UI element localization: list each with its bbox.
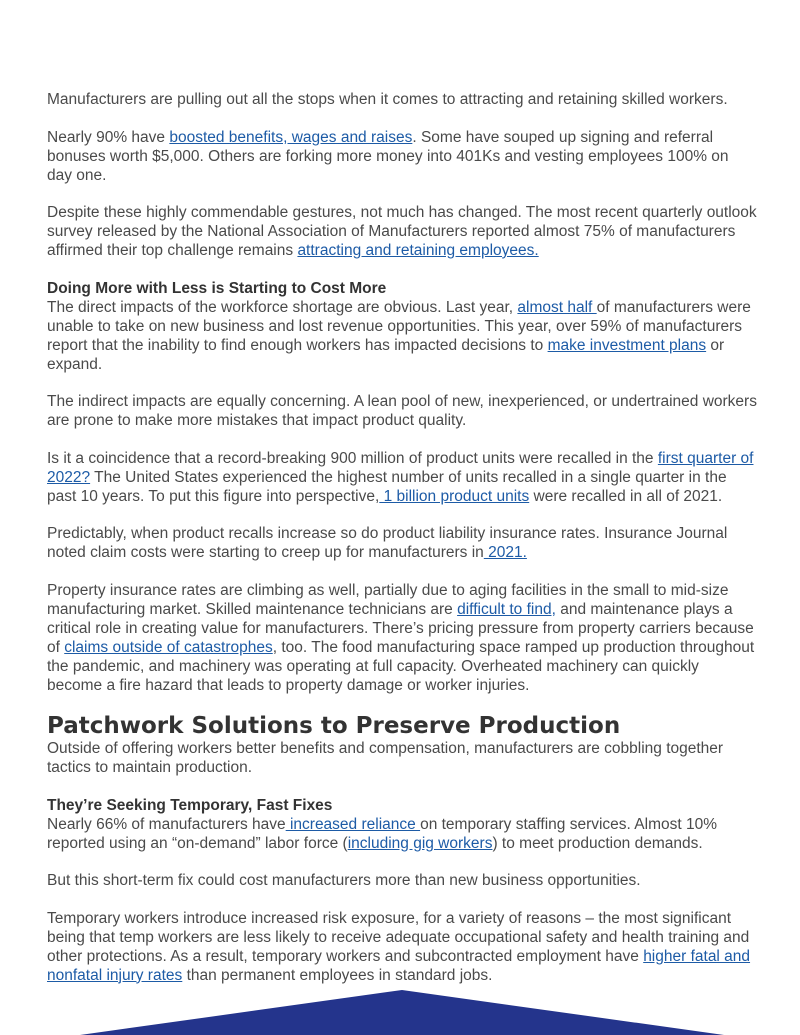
- paragraph-property-insurance: Property insurance rates are climbing as well, partially due to aging facilities in the small to mid-size manufacturing market. Skilled maintenance technicians are difficult to find, and maintenance plays a critical role in creating value for manufacturers. There’s pricing pressure from property carriers because of claims outside of catastrophes, too. The food manufacturing space ramped up production throughout the pandemic, and machinery was operating at full capacity. Overheated machinery can quickly become a fire hazard that leads to property damage or worker injuries.: [47, 581, 755, 694]
- link-claims-outside[interactable]: claims outside of catastrophes: [64, 638, 273, 656]
- paragraph-recalls: Is it a coincidence that a record-breaking 900 million of product units were recalled in the first quarter of 2022? The United States experienced the highest number of units recalled in a single quarter in the past 10 years. To put this figure into perspective, 1 billion product units were recalled in all of 2021.: [47, 449, 754, 505]
- paragraph-benefits: Nearly 90% have boosted benefits, wages and raises. Some have souped up signing and referral bonuses worth $5,000. Others are forking more money into 401Ks and vesting employees 100% on day one.: [47, 128, 729, 184]
- link-almost-half[interactable]: almost half: [517, 298, 597, 316]
- link-increased-reliance[interactable]: increased reliance: [285, 815, 421, 833]
- section-patchwork: Patchwork Solutions to Preserve Production Outside of offering workers better benefits and compensation, manufacturers are cobbling together tactics to maintain production.: [47, 713, 757, 777]
- subheading-temporary-fixes: They’re Seeking Temporary, Fast Fixes: [47, 796, 333, 814]
- link-2021[interactable]: 2021.: [483, 544, 527, 561]
- subheading-doing-more: Doing More with Less is Starting to Cost More: [47, 279, 387, 297]
- footer-triangle-decoration: [0, 990, 800, 1035]
- link-billion-units[interactable]: 1 billion product units: [379, 487, 530, 505]
- article-body: [47, 90, 757, 1003]
- paragraph-short-term-fix: But this short-term fix could cost manufacturers more than new business opportunities.: [47, 872, 641, 889]
- link-first-quarter[interactable]: first quarter of 2022?: [47, 449, 754, 486]
- link-investment-plans[interactable]: make investment plans: [547, 336, 707, 354]
- link-difficult-to-find[interactable]: difficult to find,: [457, 600, 556, 618]
- paragraph-intro: Manufacturers are pulling out all the stops when it comes to attracting and retaining skilled workers.: [47, 91, 728, 108]
- paragraph-survey: Despite these highly commendable gestures, not much has changed. The most recent quarterly outlook survey released by the National Association of Manufacturers reported almost 75% of manufacturers affirmed their top challenge remains attracting and retaining employees.: [47, 204, 757, 259]
- link-boosted-benefits[interactable]: boosted benefits, wages and raises: [169, 128, 413, 146]
- footer-triangle-shape: [80, 990, 724, 1035]
- paragraph-temp-workers-risk: Temporary workers introduce increased risk exposure, for a variety of reasons – the most significant being that temp workers are less likely to receive adequate occupational safety and health training and other protections. As a result, temporary workers and subcontracted employment have higher fatal and nonfatal injury rates than permanent employees in standard jobs.: [47, 909, 751, 984]
- paragraph-liability-rates: Predictably, when product recalls increase so do product liability insurance rates. Insurance Journal noted claim costs were starting to creep up for manufacturers in 2021.: [47, 525, 728, 561]
- link-gig-workers[interactable]: including gig workers: [347, 834, 493, 852]
- link-attracting-retaining[interactable]: attracting and retaining employees.: [297, 242, 539, 259]
- section-doing-more: Doing More with Less is Starting to Cost More The direct impacts of the workforce shortage are obvious. Last year, almost half of manufacturers were unable to take on new business and lost revenue opportunities. This year, over 59% of manufacturers report that the inability to find enough workers has impacted decisions to make investment plans or expand.: [47, 279, 757, 374]
- section-temporary-fixes: They’re Seeking Temporary, Fast Fixes Nearly 66% of manufacturers have increased reliance on temporary staffing services. Almost 10% reported using an “on-demand” labor force (including gig workers) to meet production demands.: [47, 796, 757, 853]
- heading-patchwork: Patchwork Solutions to Preserve Production: [47, 713, 621, 739]
- paragraph-indirect-impacts: The indirect impacts are equally concerning. A lean pool of new, inexperienced, or undertrained workers are prone to make more mistakes that impact product quality.: [47, 393, 757, 429]
- link-injury-rates[interactable]: higher fatal and nonfatal injury rates: [47, 947, 751, 984]
